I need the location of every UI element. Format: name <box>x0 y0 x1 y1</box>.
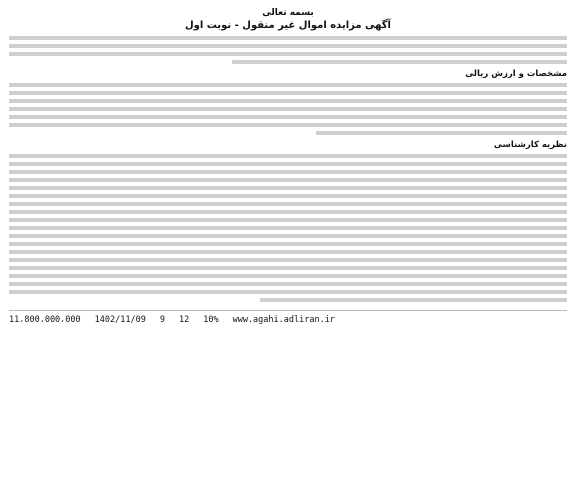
website: www.agahi.adliran.ir <box>232 315 335 325</box>
auction-date: 1402/11/09 <box>94 315 146 325</box>
unread-text-paragraph <box>9 36 567 64</box>
base-price: 11،800،000،000 <box>9 315 81 325</box>
section-heading-specs: مشخصات و ارزش ریالی <box>465 69 567 79</box>
deposit-percent: 10% <box>203 315 219 325</box>
unread-text-paragraph <box>9 83 567 135</box>
title-top: بسمه تعالی <box>262 8 314 18</box>
title-main: آگهی مزایده اموال غیر منقول - نوبت اول <box>185 20 391 31</box>
legible-figures <box>9 310 567 326</box>
hours-end: 12 <box>178 315 190 325</box>
section-heading-expert-opinion: نظریه کارشناسی <box>493 140 567 150</box>
hours: 9 <box>159 315 165 325</box>
unread-text-paragraph <box>9 154 567 302</box>
heading-block <box>9 7 567 33</box>
